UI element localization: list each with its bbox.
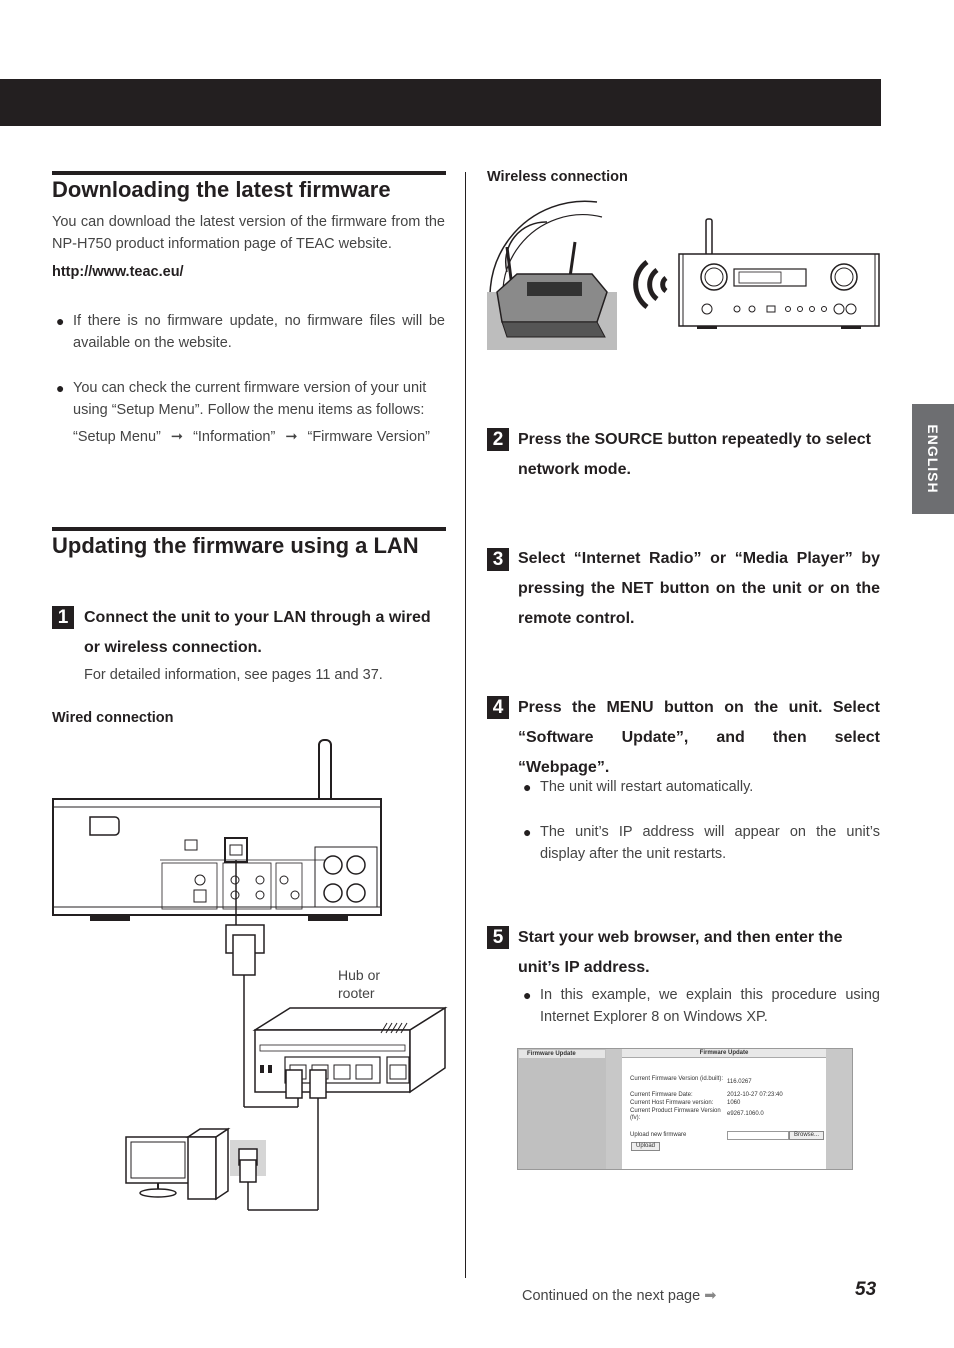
step-4-bullet-2 — [523, 821, 880, 865]
screenshot-row-label: Current Firmware Version (id.built): — [630, 1076, 724, 1082]
wired-connection-label: Wired connection — [52, 710, 174, 726]
bullet-icon: ● — [523, 824, 532, 840]
hub-label-line-2: rooter — [338, 985, 375, 1001]
bullet-text: You can check the current firmware version of your unit using “Setup Menu”. Follow the menu items as follows: — [73, 380, 427, 418]
step-4-bullet-1 — [523, 776, 880, 798]
screenshot-row-value: 116.0267 — [727, 1079, 752, 1085]
screenshot-row-label: Current Product Firmware Version (fv): — [630, 1108, 721, 1121]
bullet-icon: ● — [56, 313, 65, 329]
arrow-right-icon: ➡ — [704, 1288, 717, 1304]
menu-path-item: “Information” — [193, 429, 276, 445]
page-number: 53 — [855, 1279, 877, 1300]
screenshot-file-field[interactable] — [727, 1131, 789, 1140]
screenshot-row-label: Current Host Firmware version: — [630, 1100, 714, 1106]
bullet-text: The unit will restart automatically. — [540, 779, 754, 795]
menu-path-item: “Firmware Version” — [307, 429, 430, 445]
arrow-right-icon: ➞ — [285, 429, 298, 445]
section-rule — [52, 171, 446, 175]
continued-note — [522, 1285, 716, 1307]
wireless-connection-label: Wireless connection — [487, 169, 628, 185]
download-url[interactable]: http://www.teac.eu/ — [52, 264, 184, 280]
download-intro: You can download the latest version of the firmware from the NP-H750 product information page of TEAC website. — [52, 214, 445, 252]
language-tab-label: ENGLISH — [925, 424, 941, 494]
download-bullet-2 — [56, 377, 445, 421]
screenshot-main — [622, 1049, 826, 1169]
step-1-note: For detailed information, see pages 11 and 37. — [84, 667, 383, 683]
screenshot-sidebar-title: Firmware Update — [519, 1050, 605, 1058]
step-2-text: Press the SOURCE button repeatedly to select network mode. — [518, 431, 871, 478]
step-1-text: Connect the unit to your LAN through a wired or wireless connection. — [84, 609, 431, 656]
step-number: 4 — [487, 696, 509, 719]
step-number: 3 — [487, 548, 509, 571]
screenshot-row-label: Current Firmware Date: — [630, 1092, 693, 1098]
bullet-icon: ● — [56, 380, 65, 396]
step-number: 1 — [52, 606, 74, 629]
screenshot-row-value: 2012-10-27 07:23:40 — [727, 1092, 783, 1098]
step-4-text: Press the MENU button on the unit. Select “Software Update”, and then select “Webpage”. — [518, 699, 880, 776]
step-5-bullet-1 — [523, 984, 880, 1028]
download-bullet-1 — [56, 310, 445, 354]
section-rule — [52, 527, 446, 531]
bullet-text: If there is no firmware update, no firmware files will be available on the website. — [73, 313, 445, 351]
screenshot-upload-button[interactable]: Upload — [631, 1142, 660, 1151]
continued-text: Continued on the next page — [522, 1288, 701, 1304]
header-bar — [0, 79, 881, 126]
step-5-text: Start your web browser, and then enter the unit’s IP address. — [518, 929, 843, 976]
download-heading: Downloading the latest firmware — [52, 177, 391, 202]
bullet-text: In this example, we explain this procedure using Internet Explorer 8 on Windows XP. — [540, 987, 880, 1025]
column-divider — [465, 172, 466, 1278]
language-tab — [912, 404, 954, 514]
hub-label-line-1: Hub or — [338, 967, 381, 983]
menu-path — [73, 426, 430, 448]
screenshot-row-value: 1060 — [727, 1100, 741, 1106]
screenshot-header: Firmware Update — [622, 1049, 826, 1058]
lan-heading: Updating the firmware using a LAN — [52, 533, 419, 558]
screenshot-sidebar — [518, 1049, 606, 1169]
power-inlet-icon — [90, 817, 119, 835]
firmware-update-screenshot — [517, 1048, 853, 1170]
step-3-text: Select “Internet Radio” or “Media Player” by pressing the NET button on the unit or on the remote control. — [518, 550, 880, 627]
wifi-signal-icon — [636, 262, 647, 307]
router-icon — [497, 274, 607, 322]
bullet-icon: ● — [523, 779, 532, 795]
screenshot-upload-label: Upload new firmware — [630, 1132, 687, 1138]
screenshot-browse-button[interactable]: Browse... — [789, 1131, 824, 1140]
bullet-icon: ● — [523, 987, 532, 1003]
menu-path-item: “Setup Menu” — [73, 429, 161, 445]
wired-connection-diagram — [50, 735, 450, 1215]
bullet-text: The unit’s IP address will appear on the unit’s display after the unit restarts. — [540, 824, 880, 862]
wireless-connection-diagram — [487, 192, 882, 354]
step-number: 2 — [487, 428, 509, 451]
step-number: 5 — [487, 926, 509, 949]
arrow-right-icon: ➞ — [170, 429, 184, 445]
screenshot-row-value: e9267.1060.0 — [727, 1111, 764, 1117]
